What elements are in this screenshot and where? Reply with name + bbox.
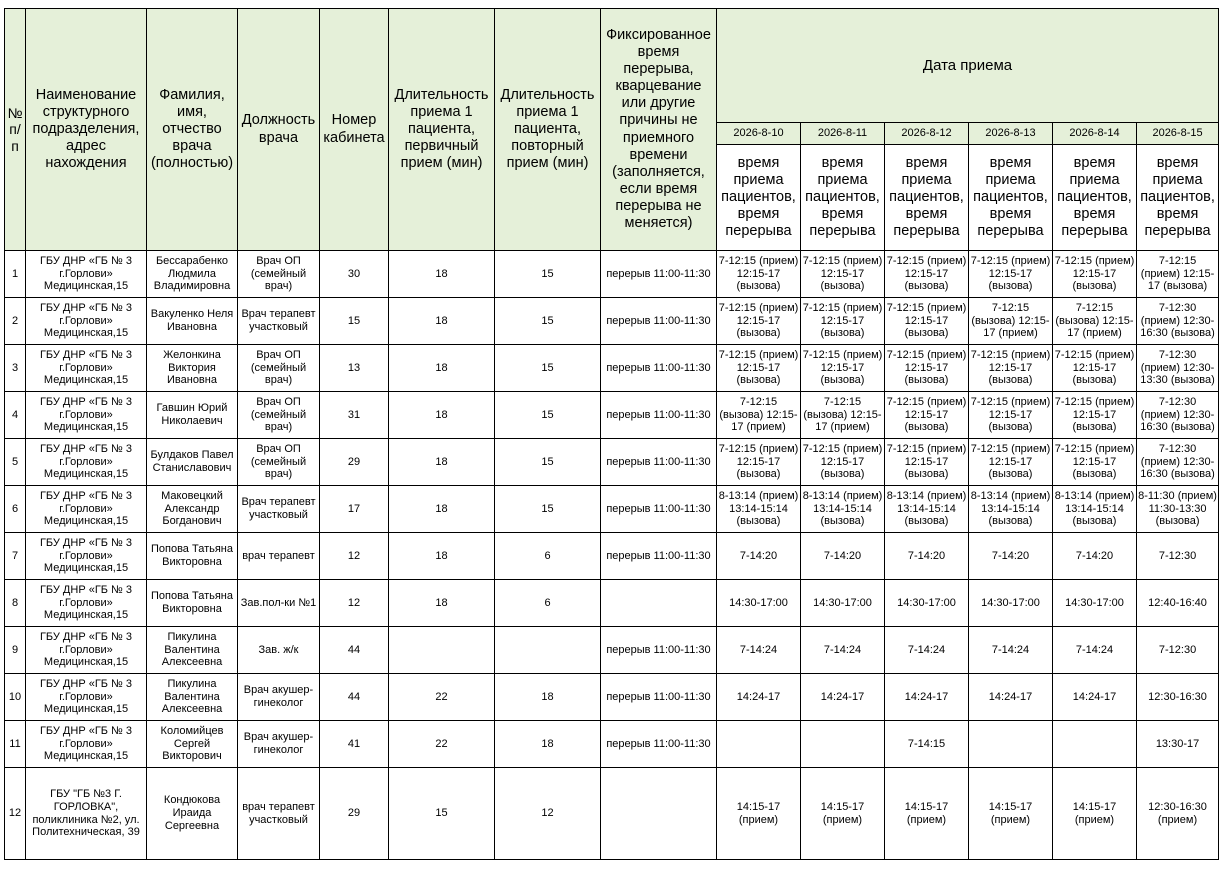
- table-row: [5, 627, 1219, 674]
- schedule-cell: 7-12:15 (прием) 12:15-17 (вызова): [717, 439, 801, 486]
- header-date: 2026-8-12: [885, 123, 969, 145]
- schedule-cell: 7-14:24: [801, 627, 885, 674]
- schedule-cell: 7-12:15 (прием) 12:15-17 (вызова): [1053, 392, 1137, 439]
- doctor-position: Врач терапевт участковый: [238, 486, 320, 533]
- schedule-cell: 12:40-16:40: [1137, 580, 1219, 627]
- division-cell: ГБУ ДНР «ГБ № 3 г.Горлови» Медицинская,15: [26, 533, 147, 580]
- division-cell: ГБУ ДНР «ГБ № 3 г.Горлови» Медицинская,15: [26, 674, 147, 721]
- schedule-cell: 14:24-17: [801, 674, 885, 721]
- room-number: 30: [320, 251, 389, 298]
- doctor-name: Попова Татьяна Викторовна: [147, 533, 238, 580]
- schedule-cell: [1053, 721, 1137, 768]
- break-time: [601, 768, 717, 860]
- doctor-position: Врач ОП (семейный врач): [238, 251, 320, 298]
- schedule-cell: 7-12:15 (вызова) 12:15-17 (прием): [717, 392, 801, 439]
- division-cell: ГБУ ДНР «ГБ № 3 г.Горлови» Медицинская,15: [26, 251, 147, 298]
- header-time-label: время приема пациентов, время перерыва: [801, 145, 885, 251]
- duration-repeat: 15: [495, 439, 601, 486]
- schedule-cell: 7-14:24: [717, 627, 801, 674]
- table-row: [5, 439, 1219, 486]
- doctor-name: Булдаков Павел Станиславович: [147, 439, 238, 486]
- header-division: Наименование структурного подразделения, адрес нахождения: [26, 9, 147, 251]
- schedule-cell: [801, 721, 885, 768]
- header-position: Должность врача: [238, 9, 320, 251]
- duration-primary: 18: [389, 392, 495, 439]
- division-cell: ГБУ "ГБ №3 Г. ГОРЛОВКА", поликлиника №2, ул. Политехническая, 39: [26, 768, 147, 860]
- schedule-cell: 7-12:15 (прием) 12:15-17 (вызова): [1053, 251, 1137, 298]
- break-time: перерыв 11:00-11:30: [601, 251, 717, 298]
- schedule-cell: 7-14:20: [801, 533, 885, 580]
- table-row: [5, 721, 1219, 768]
- break-time: перерыв 11:00-11:30: [601, 392, 717, 439]
- schedule-cell: 14:15-17 (прием): [801, 768, 885, 860]
- duration-repeat: [495, 627, 601, 674]
- room-number: 29: [320, 439, 389, 486]
- row-number: 7: [5, 533, 26, 580]
- schedule-cell: 7-14:15: [885, 721, 969, 768]
- room-number: 44: [320, 627, 389, 674]
- division-cell: ГБУ ДНР «ГБ № 3 г.Горлови» Медицинская,15: [26, 721, 147, 768]
- schedule-table: [4, 8, 1219, 860]
- row-number: 2: [5, 298, 26, 345]
- duration-primary: 18: [389, 580, 495, 627]
- schedule-cell: 14:30-17:00: [717, 580, 801, 627]
- duration-primary: [389, 627, 495, 674]
- room-number: 31: [320, 392, 389, 439]
- schedule-cell: 14:30-17:00: [885, 580, 969, 627]
- doctor-name: Бессарабенко Людмила Владимировна: [147, 251, 238, 298]
- table-row: [5, 486, 1219, 533]
- table-row: [5, 298, 1219, 345]
- header-room: Номер кабинета: [320, 9, 389, 251]
- schedule-cell: [717, 721, 801, 768]
- schedule-cell: 7-12:30 (прием) 12:30-16:30 (вызова): [1137, 439, 1219, 486]
- schedule-cell: [969, 721, 1053, 768]
- duration-repeat: 6: [495, 580, 601, 627]
- header-time-label: время приема пациентов, время перерыва: [969, 145, 1053, 251]
- schedule-cell: 14:15-17 (прием): [969, 768, 1053, 860]
- row-number: 12: [5, 768, 26, 860]
- row-number: 5: [5, 439, 26, 486]
- schedule-cell: 12:30-16:30: [1137, 674, 1219, 721]
- doctor-name: Маковецкий Александр Богданович: [147, 486, 238, 533]
- division-cell: ГБУ ДНР «ГБ № 3 г.Горлови» Медицинская,15: [26, 627, 147, 674]
- schedule-cell: 7-12:15 (прием) 12:15-17 (вызова): [801, 439, 885, 486]
- schedule-cell: 7-12:15 (прием) 12:15-17 (вызова): [717, 345, 801, 392]
- row-number: 9: [5, 627, 26, 674]
- duration-primary: 18: [389, 439, 495, 486]
- doctor-position: Врач ОП (семейный врач): [238, 345, 320, 392]
- schedule-cell: 7-12:15 (прием) 12:15-17 (вызова): [717, 298, 801, 345]
- break-time: перерыв 11:00-11:30: [601, 345, 717, 392]
- schedule-cell: 7-12:15 (прием) 12:15-17 (вызова): [969, 439, 1053, 486]
- schedule-cell: 7-12:15 (прием) 12:15-17 (вызова): [885, 392, 969, 439]
- schedule-cell: 7-12:15 (прием) 12:15-17 (вызова): [717, 251, 801, 298]
- schedule-cell: 7-12:15 (прием) 12:15-17 (вызова): [969, 251, 1053, 298]
- doctor-name: Пикулина Валентина Алексеевна: [147, 627, 238, 674]
- doctor-name: Желонкина Виктория Ивановна: [147, 345, 238, 392]
- duration-repeat: 15: [495, 345, 601, 392]
- room-number: 44: [320, 674, 389, 721]
- schedule-cell: 7-12:15 (прием) 12:15-17 (вызова): [801, 298, 885, 345]
- doctor-position: Врач акушер-гинеколог: [238, 674, 320, 721]
- duration-primary: 18: [389, 533, 495, 580]
- schedule-cell: 14:30-17:00: [1053, 580, 1137, 627]
- header-date-group: Дата приема: [717, 9, 1219, 123]
- header-date: 2026-8-10: [717, 123, 801, 145]
- break-time: перерыв 11:00-11:30: [601, 674, 717, 721]
- schedule-cell: 7-12:15 (прием) 12:15-17 (вызова): [801, 251, 885, 298]
- schedule-cell: 14:15-17 (прием): [717, 768, 801, 860]
- room-number: 41: [320, 721, 389, 768]
- room-number: 13: [320, 345, 389, 392]
- division-cell: ГБУ ДНР «ГБ № 3 г.Горлови» Медицинская,15: [26, 439, 147, 486]
- header-duration-primary: Длительность приема 1 пациента, первичный прием (мин): [389, 9, 495, 251]
- room-number: 12: [320, 580, 389, 627]
- row-number: 8: [5, 580, 26, 627]
- header-break-info: Фиксированное время перерыва, кварцевание или другие причины не приемного времени (заполняется, если время перерыва не меняется): [601, 9, 717, 251]
- table-body: [5, 251, 1219, 860]
- doctor-position: врач терапевт участковый: [238, 768, 320, 860]
- schedule-cell: 7-12:30 (прием) 12:30-16:30 (вызова): [1137, 392, 1219, 439]
- doctor-name: Коломийцев Сергей Викторович: [147, 721, 238, 768]
- doctor-position: Врач ОП (семейный врач): [238, 439, 320, 486]
- schedule-cell: 7-12:15 (прием) 12:15-17 (вызова): [801, 345, 885, 392]
- duration-primary: 22: [389, 674, 495, 721]
- break-time: перерыв 11:00-11:30: [601, 486, 717, 533]
- schedule-cell: 8-11:30 (прием) 11:30-13:30 (вызова): [1137, 486, 1219, 533]
- row-number: 11: [5, 721, 26, 768]
- schedule-cell: 7-12:15 (прием) 12:15-17 (вызова): [885, 439, 969, 486]
- division-cell: ГБУ ДНР «ГБ № 3 г.Горлови» Медицинская,15: [26, 345, 147, 392]
- break-time: перерыв 11:00-11:30: [601, 298, 717, 345]
- schedule-cell: 8-13:14 (прием) 13:14-15:14 (вызова): [969, 486, 1053, 533]
- schedule-cell: 8-13:14 (прием) 13:14-15:14 (вызова): [885, 486, 969, 533]
- division-cell: ГБУ ДНР «ГБ № 3 г.Горлови» Медицинская,15: [26, 580, 147, 627]
- break-time: перерыв 11:00-11:30: [601, 533, 717, 580]
- schedule-cell: 7-12:15 (прием) 12:15-17 (вызова): [969, 392, 1053, 439]
- doctor-position: Врач ОП (семейный врач): [238, 392, 320, 439]
- schedule-cell: 14:24-17: [969, 674, 1053, 721]
- duration-repeat: 15: [495, 251, 601, 298]
- duration-primary: 18: [389, 345, 495, 392]
- table-row: [5, 392, 1219, 439]
- room-number: 12: [320, 533, 389, 580]
- header-date: 2026-8-13: [969, 123, 1053, 145]
- header-duration-repeat: Длительность приема 1 пациента, повторный прием (мин): [495, 9, 601, 251]
- schedule-cell: 7-12:15 (прием) 12:15-17 (вызова): [885, 251, 969, 298]
- room-number: 15: [320, 298, 389, 345]
- duration-repeat: 18: [495, 674, 601, 721]
- schedule-cell: 14:15-17 (прием): [885, 768, 969, 860]
- schedule-cell: 8-13:14 (прием) 13:14-15:14 (вызова): [801, 486, 885, 533]
- schedule-cell: 8-13:14 (прием) 13:14-15:14 (вызова): [1053, 486, 1137, 533]
- schedule-cell: 7-12:15 (вызова) 12:15-17 (прием): [969, 298, 1053, 345]
- schedule-cell: 7-14:20: [1053, 533, 1137, 580]
- duration-primary: 18: [389, 251, 495, 298]
- schedule-cell: 12:30-16:30 (прием): [1137, 768, 1219, 860]
- schedule-cell: 7-12:30: [1137, 627, 1219, 674]
- table-row: [5, 768, 1219, 860]
- doctor-name: Гавшин Юрий Николаевич: [147, 392, 238, 439]
- schedule-cell: 7-12:15 (вызова) 12:15-17 (прием): [801, 392, 885, 439]
- table-header: [5, 9, 1219, 251]
- schedule-cell: 8-13:14 (прием) 13:14-15:14 (вызова): [717, 486, 801, 533]
- schedule-cell: 7-14:20: [885, 533, 969, 580]
- doctor-position: Зав.пол-ки №1: [238, 580, 320, 627]
- schedule-cell: 7-12:15 (прием) 12:15-17 (вызова): [885, 345, 969, 392]
- header-time-label: время приема пациентов, время перерыва: [1053, 145, 1137, 251]
- duration-primary: 18: [389, 486, 495, 533]
- doctor-position: Врач акушер-гинеколог: [238, 721, 320, 768]
- schedule-cell: 14:24-17: [717, 674, 801, 721]
- schedule-cell: 14:24-17: [885, 674, 969, 721]
- row-number: 10: [5, 674, 26, 721]
- row-number: 1: [5, 251, 26, 298]
- duration-repeat: 18: [495, 721, 601, 768]
- duration-repeat: 15: [495, 392, 601, 439]
- header-date: 2026-8-14: [1053, 123, 1137, 145]
- doctor-name: Попова Татьяна Викторовна: [147, 580, 238, 627]
- header-num: № п/п: [5, 9, 26, 251]
- room-number: 29: [320, 768, 389, 860]
- schedule-cell: 7-12:30 (прием) 12:30-13:30 (вызова): [1137, 345, 1219, 392]
- table-row: [5, 533, 1219, 580]
- schedule-cell: 7-14:24: [969, 627, 1053, 674]
- schedule-cell: 7-12:15 (прием) 12:15-17 (вызова): [1053, 439, 1137, 486]
- schedule-cell: 7-12:15 (прием) 12:15-17 (вызова): [885, 298, 969, 345]
- doctor-name: Кондюкова Ираида Сергеевна: [147, 768, 238, 860]
- table-row: [5, 345, 1219, 392]
- schedule-cell: 7-14:20: [969, 533, 1053, 580]
- schedule-cell: 7-14:24: [885, 627, 969, 674]
- schedule-cell: 14:24-17: [1053, 674, 1137, 721]
- break-time: [601, 580, 717, 627]
- doctor-name: Пикулина Валентина Алексеевна: [147, 674, 238, 721]
- header-date: 2026-8-11: [801, 123, 885, 145]
- schedule-cell: 7-14:20: [717, 533, 801, 580]
- division-cell: ГБУ ДНР «ГБ № 3 г.Горлови» Медицинская,15: [26, 486, 147, 533]
- header-date: 2026-8-15: [1137, 123, 1219, 145]
- schedule-cell: 7-12:15 (прием) 12:15-17 (вызова): [1137, 251, 1219, 298]
- doctor-position: врач терапевт: [238, 533, 320, 580]
- header-time-label: время приема пациентов, время перерыва: [885, 145, 969, 251]
- division-cell: ГБУ ДНР «ГБ № 3 г.Горлови» Медицинская,15: [26, 298, 147, 345]
- schedule-cell: 7-12:15 (вызова) 12:15-17 (прием): [1053, 298, 1137, 345]
- table-row: [5, 580, 1219, 627]
- doctor-position: Врач терапевт участковый: [238, 298, 320, 345]
- schedule-cell: 7-12:15 (прием) 12:15-17 (вызова): [969, 345, 1053, 392]
- duration-repeat: 15: [495, 486, 601, 533]
- duration-repeat: 6: [495, 533, 601, 580]
- schedule-cell: 14:30-17:00: [969, 580, 1053, 627]
- break-time: перерыв 11:00-11:30: [601, 721, 717, 768]
- schedule-cell: 14:30-17:00: [801, 580, 885, 627]
- schedule-cell: 7-12:30 (прием) 12:30-16:30 (вызова): [1137, 298, 1219, 345]
- division-cell: ГБУ ДНР «ГБ № 3 г.Горлови» Медицинская,15: [26, 392, 147, 439]
- schedule-cell: 14:15-17 (прием): [1053, 768, 1137, 860]
- schedule-cell: 7-12:30: [1137, 533, 1219, 580]
- doctor-position: Зав. ж/к: [238, 627, 320, 674]
- header-time-label: время приема пациентов, время перерыва: [1137, 145, 1219, 251]
- header-name: Фамилия, имя, отчество врача (полностью): [147, 9, 238, 251]
- row-number: 6: [5, 486, 26, 533]
- row-number: 3: [5, 345, 26, 392]
- duration-repeat: 12: [495, 768, 601, 860]
- room-number: 17: [320, 486, 389, 533]
- schedule-cell: 7-12:15 (прием) 12:15-17 (вызова): [1053, 345, 1137, 392]
- table-row: [5, 251, 1219, 298]
- schedule-cell: 13:30-17: [1137, 721, 1219, 768]
- break-time: перерыв 11:00-11:30: [601, 439, 717, 486]
- duration-primary: 18: [389, 298, 495, 345]
- duration-primary: 15: [389, 768, 495, 860]
- schedule-sheet: [4, 8, 1219, 860]
- row-number: 4: [5, 392, 26, 439]
- schedule-cell: 7-14:24: [1053, 627, 1137, 674]
- duration-primary: 22: [389, 721, 495, 768]
- break-time: перерыв 11:00-11:30: [601, 627, 717, 674]
- doctor-name: Вакуленко Неля Ивановна: [147, 298, 238, 345]
- table-row: [5, 674, 1219, 721]
- duration-repeat: 15: [495, 298, 601, 345]
- header-time-label: время приема пациентов, время перерыва: [717, 145, 801, 251]
